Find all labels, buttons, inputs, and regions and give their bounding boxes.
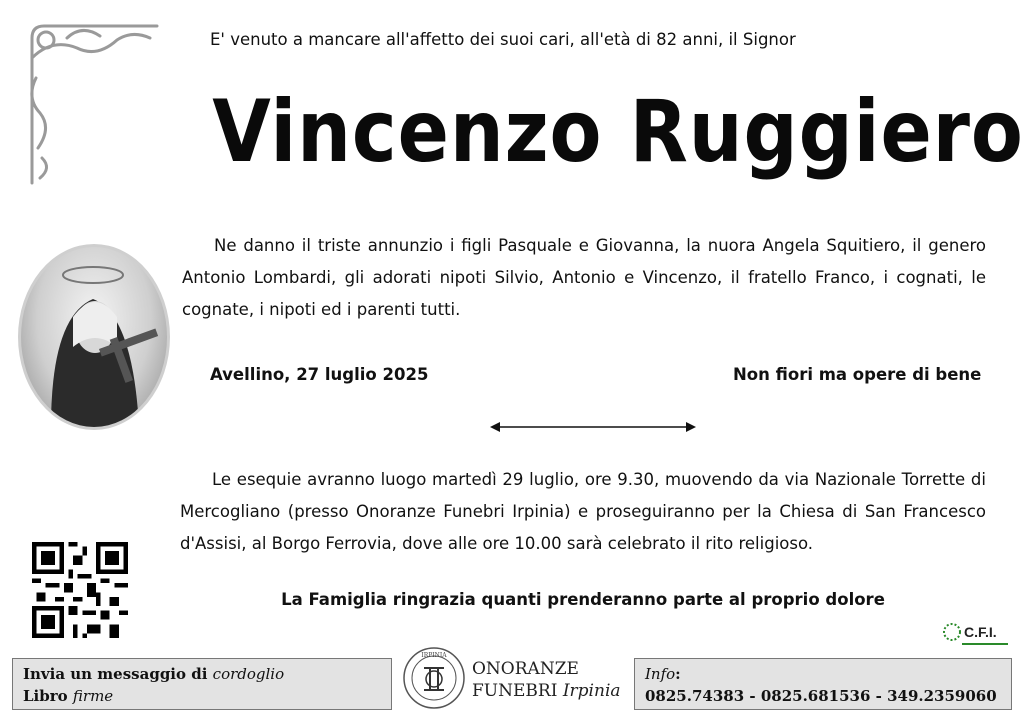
saint-portrait-image	[18, 244, 170, 430]
intro-text: E' venuto a mancare all'affetto dei suoi cari, all'età di 82 anni, il Signor	[210, 30, 796, 49]
logo-ring-text: IRPINIA	[421, 652, 447, 659]
guestbook-link[interactable]: Libro firme	[23, 687, 114, 705]
place-date: Avellino, 27 luglio 2025	[210, 365, 429, 384]
qr-code-icon[interactable]	[32, 542, 128, 638]
phone-numbers[interactable]: 0825.74383 - 0825.681536 - 349.2359060	[645, 687, 997, 705]
condolence-link[interactable]: Invia un messaggio di cordoglio	[23, 665, 285, 683]
corner-ornament-icon	[22, 18, 162, 188]
condolence-box[interactable]	[12, 658, 392, 710]
funeral-home-logo	[402, 646, 466, 710]
deceased-name: Vincenzo Ruggiero	[212, 82, 1024, 182]
funeral-paragraph: Le esequie avranno luogo martedì 29 luglio, ore 9.30, muovendo da via Nazionale Torrette di Mercogliano (presso Onoranze Funebri Irpinia) e proseguiranno per la Chiesa di San Francesco d'Assisi, al Borgo Ferrovia, dove alle ore 10.00 sarà celebrato il rito religioso.	[180, 470, 986, 553]
double-arrow-divider-icon	[488, 420, 698, 434]
no-flowers-note: Non fiori ma opere di bene	[733, 365, 982, 384]
family-thanks: La Famiglia ringrazia quanti prenderanno parte al proprio dolore	[281, 590, 885, 609]
cfi-logo-text: C.F.I.	[964, 624, 997, 640]
cfi-logo	[940, 620, 1012, 650]
info-label: Info:	[645, 665, 681, 683]
funeral-home-name: ONORANZE FUNEBRI Irpinia	[472, 659, 621, 701]
announcement-paragraph: Ne danno il triste annunzio i figli Pasquale e Giovanna, la nuora Angela Squitiero, il genero Antonio Lombardi, gli adorati nipoti Silvio, Antonio e Vincenzo, il fratello Franco, i cognati, le cognate, i nipoti ed i parenti tutti.	[182, 236, 986, 319]
info-box	[634, 658, 1012, 710]
